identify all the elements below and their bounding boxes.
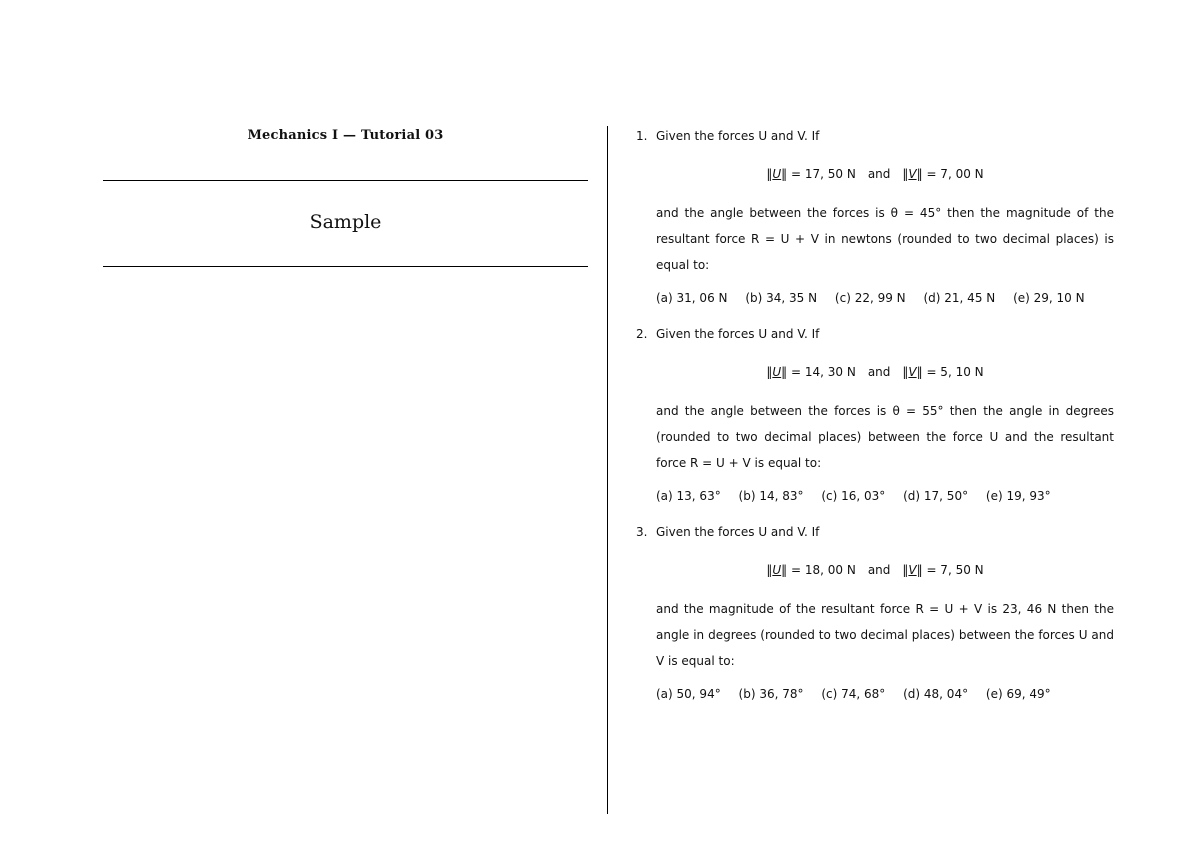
option-b: (b) 34, 35 N	[745, 291, 818, 305]
v-norm-symbol: ‖V‖	[902, 365, 927, 379]
questions-panel	[636, 126, 1114, 720]
question-number: 2.	[636, 327, 648, 341]
given-magnitudes	[636, 164, 1114, 184]
option-d: (d) 48, 04°	[903, 687, 969, 701]
option-a: (a) 13, 63°	[656, 489, 721, 503]
option-e: (e) 19, 93°	[985, 489, 1051, 503]
u-magnitude: = 17, 50 N	[790, 167, 856, 181]
u-norm-symbol: ‖U‖	[766, 365, 791, 379]
bottom-rule	[103, 266, 588, 267]
question-intro: Given the forces U and V. If	[656, 525, 820, 539]
course-title: Mechanics I — Tutorial 03	[247, 128, 444, 143]
answer-options	[656, 684, 1114, 704]
question-number: 1.	[636, 129, 648, 143]
option-c: (c) 22, 99 N	[834, 291, 906, 305]
top-rule	[103, 180, 588, 181]
question-header	[636, 522, 1114, 542]
given-magnitudes	[636, 362, 1114, 382]
option-c: (c) 16, 03°	[821, 489, 886, 503]
question-body: and the magnitude of the resultant force R = U + V is 23, 46 N then the angle in degrees (rounded to two decimal places) between the forces U and V is equal to:	[656, 602, 1114, 668]
u-magnitude: = 14, 30 N	[790, 365, 856, 379]
question-header	[636, 126, 1114, 146]
option-e: (e) 29, 10 N	[1013, 291, 1085, 305]
and-word: and	[867, 167, 891, 181]
option-d: (d) 21, 45 N	[923, 291, 996, 305]
option-a: (a) 50, 94°	[656, 687, 721, 701]
question-1	[636, 126, 1114, 308]
v-magnitude: = 7, 50 N	[926, 563, 984, 577]
u-norm-symbol: ‖U‖	[766, 167, 791, 181]
question-intro: Given the forces U and V. If	[656, 129, 820, 143]
v-norm-symbol: ‖V‖	[902, 563, 927, 577]
option-d: (d) 17, 50°	[903, 489, 969, 503]
option-c: (c) 74, 68°	[821, 687, 886, 701]
v-norm-symbol: ‖V‖	[902, 167, 927, 181]
option-b: (b) 36, 78°	[738, 687, 804, 701]
and-word: and	[867, 563, 891, 577]
option-a: (a) 31, 06 N	[656, 291, 728, 305]
question-body: and the angle between the forces is θ = 45° then the magnitude of the resultant force R = U + V in newtons (rounded to two decimal places) is equal to:	[656, 206, 1114, 272]
given-magnitudes	[636, 560, 1114, 580]
and-word: and	[867, 365, 891, 379]
sample-label: Sample	[309, 211, 382, 233]
v-magnitude: = 7, 00 N	[926, 167, 984, 181]
u-magnitude: = 18, 00 N	[790, 563, 856, 577]
question-header	[636, 324, 1114, 344]
question-3	[636, 522, 1114, 704]
u-norm-symbol: ‖U‖	[766, 563, 791, 577]
question-body: and the angle between the forces is θ = 55° then the angle in degrees (rounded to two decimal places) between the force U and the resultant force R = U + V is equal to:	[656, 404, 1114, 470]
answer-options	[656, 288, 1114, 308]
question-intro: Given the forces U and V. If	[656, 327, 820, 341]
column-divider	[607, 126, 608, 814]
v-magnitude: = 5, 10 N	[926, 365, 984, 379]
question-2	[636, 324, 1114, 506]
option-e: (e) 69, 49°	[985, 687, 1051, 701]
question-number: 3.	[636, 525, 648, 539]
option-b: (b) 14, 83°	[738, 489, 804, 503]
answer-options	[656, 486, 1114, 506]
